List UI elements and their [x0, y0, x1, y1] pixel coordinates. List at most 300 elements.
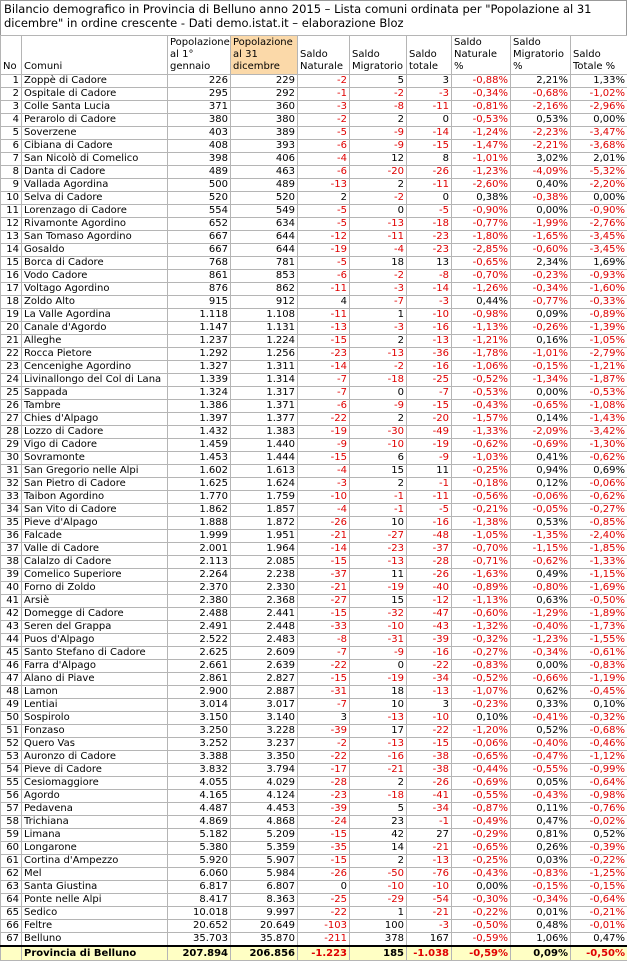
comune-name: Agordo: [22, 790, 168, 803]
table-cell: -1,26%: [452, 283, 511, 296]
table-cell: 489: [231, 179, 298, 192]
table-row: [1, 647, 627, 660]
table-row: [1, 101, 627, 114]
comune-name: Trichiana: [22, 816, 168, 829]
table-cell: 0,26%: [511, 842, 571, 855]
comune-name: Cortina d'Ampezzo: [22, 855, 168, 868]
table-cell: 4.453: [231, 803, 298, 816]
table-cell: 853: [231, 270, 298, 283]
table-cell: -1,57%: [452, 413, 511, 426]
table-cell: -15: [407, 400, 452, 413]
table-cell: 0,40%: [511, 179, 571, 192]
comune-name: Domegge di Cadore: [22, 608, 168, 621]
table-cell: -1: [350, 504, 407, 517]
table-cell: 3.140: [231, 712, 298, 725]
table-cell: -33: [298, 621, 350, 634]
row-number: 52: [1, 738, 22, 751]
table-cell: 0,63%: [511, 595, 571, 608]
table-cell: -0,90%: [452, 205, 511, 218]
table-cell: -16: [407, 517, 452, 530]
table-cell: -13: [298, 179, 350, 192]
table-cell: -14: [298, 361, 350, 374]
table-cell: 0,94%: [511, 465, 571, 478]
table-cell: -0,50%: [571, 595, 627, 608]
table-cell: 5.359: [231, 842, 298, 855]
comune-name: Cencenighe Agordino: [22, 361, 168, 374]
table-cell: -0,47%: [511, 751, 571, 764]
row-number: 55: [1, 777, 22, 790]
table-cell: 100: [350, 920, 407, 933]
table-row: [1, 491, 627, 504]
table-cell: -0,38%: [511, 192, 571, 205]
column-header: Saldo Migratorio: [350, 36, 407, 75]
table-cell: 3.017: [231, 699, 298, 712]
table-cell: 2.639: [231, 660, 298, 673]
comune-name: Voltago Agordino: [22, 283, 168, 296]
table-cell: 0,00%: [511, 660, 571, 673]
comune-name: Puos d'Alpago: [22, 634, 168, 647]
comune-name: Santa Giustina: [22, 881, 168, 894]
table-cell: -1,73%: [571, 621, 627, 634]
column-header: Saldo Naturale: [298, 36, 350, 75]
table-cell: -30: [350, 426, 407, 439]
table-cell: -1.038: [407, 946, 452, 961]
table-cell: -26: [407, 569, 452, 582]
table-cell: 2: [350, 179, 407, 192]
table-row: [1, 673, 627, 686]
table-cell: -0,34%: [511, 647, 571, 660]
table-cell: -2: [350, 361, 407, 374]
row-number: 24: [1, 374, 22, 387]
table-cell: -31: [298, 686, 350, 699]
table-cell: -20: [350, 166, 407, 179]
table-cell: -28: [407, 556, 452, 569]
table-cell: 2.609: [231, 647, 298, 660]
table-row: [1, 127, 627, 140]
table-row: [1, 894, 627, 907]
table-cell: -1,02%: [571, 88, 627, 101]
table-cell: -0,55%: [452, 790, 511, 803]
table-cell: -22: [407, 660, 452, 673]
table-cell: 35.703: [168, 933, 231, 947]
table-cell: 1.602: [168, 465, 231, 478]
table-cell: -9: [350, 127, 407, 140]
table-cell: 1.964: [231, 543, 298, 556]
table-cell: -1,43%: [571, 413, 627, 426]
row-number: 46: [1, 660, 22, 673]
table-cell: 1.317: [231, 387, 298, 400]
table-row: [1, 244, 627, 257]
comune-name: Chies d'Alpago: [22, 413, 168, 426]
table-cell: -2,09%: [511, 426, 571, 439]
comune-name: Longarone: [22, 842, 168, 855]
table-cell: -3: [298, 478, 350, 491]
table-cell: 1.951: [231, 530, 298, 543]
table-cell: -25: [298, 894, 350, 907]
table-row: [1, 114, 627, 127]
table-cell: 2.238: [231, 569, 298, 582]
table-cell: 3.350: [231, 751, 298, 764]
row-number: 27: [1, 413, 22, 426]
table-cell: -13: [407, 855, 452, 868]
table-cell: 3.237: [231, 738, 298, 751]
table-cell: -10: [350, 439, 407, 452]
table-cell: 2.380: [168, 595, 231, 608]
table-cell: -0,65%: [452, 751, 511, 764]
comune-name: Fonzaso: [22, 725, 168, 738]
comune-name: Danta di Cadore: [22, 166, 168, 179]
table-cell: 27: [407, 829, 452, 842]
table-cell: -23: [350, 543, 407, 556]
table-cell: -0,83%: [452, 660, 511, 673]
table-cell: -23: [298, 790, 350, 803]
table-cell: 1.625: [168, 478, 231, 491]
table-cell: -23: [298, 348, 350, 361]
table-cell: -12: [298, 231, 350, 244]
row-number: 41: [1, 595, 22, 608]
row-number: 28: [1, 426, 22, 439]
table-cell: 1.292: [168, 348, 231, 361]
table-cell: -0,15%: [511, 881, 571, 894]
table-cell: -13: [298, 322, 350, 335]
table-row: [1, 881, 627, 894]
table-cell: 2.113: [168, 556, 231, 569]
table-cell: 11: [350, 569, 407, 582]
row-number: 10: [1, 192, 22, 205]
table-cell: -43: [407, 621, 452, 634]
table-cell: 0,33%: [511, 699, 571, 712]
table-row: [1, 179, 627, 192]
table-cell: 2.887: [231, 686, 298, 699]
table-cell: -1,03%: [452, 452, 511, 465]
table-row: [1, 777, 627, 790]
comune-name: Lorenzago di Cadore: [22, 205, 168, 218]
table-cell: -38: [407, 764, 452, 777]
table-cell: -21: [407, 842, 452, 855]
table-cell: -3: [407, 920, 452, 933]
table-cell: -22: [298, 413, 350, 426]
table-cell: -0,89%: [571, 309, 627, 322]
table-cell: 10: [350, 699, 407, 712]
table-cell: 667: [168, 231, 231, 244]
row-number: 2: [1, 88, 22, 101]
table-cell: 1.444: [231, 452, 298, 465]
table-cell: 0,00%: [571, 114, 627, 127]
table-cell: 0,00%: [571, 192, 627, 205]
comune-name: Seren del Grappa: [22, 621, 168, 634]
table-cell: -2,21%: [511, 140, 571, 153]
table-cell: -0,62%: [511, 556, 571, 569]
table-cell: 2.522: [168, 634, 231, 647]
table-cell: -7: [298, 699, 350, 712]
table-cell: -0,64%: [571, 777, 627, 790]
table-cell: 1.256: [231, 348, 298, 361]
table-cell: -1,55%: [571, 634, 627, 647]
comune-name: Vallada Agordina: [22, 179, 168, 192]
table-cell: -0,66%: [511, 673, 571, 686]
table-row: [1, 855, 627, 868]
column-header: Saldo Naturale %: [452, 36, 511, 75]
row-number: 65: [1, 907, 22, 920]
table-cell: 0,41%: [511, 452, 571, 465]
table-cell: -0,40%: [511, 621, 571, 634]
table-cell: -0,80%: [511, 582, 571, 595]
table-row: [1, 504, 627, 517]
table-cell: -0,68%: [571, 725, 627, 738]
table-cell: 3.014: [168, 699, 231, 712]
table-cell: -40: [407, 582, 452, 595]
table-cell: -0,53%: [452, 387, 511, 400]
table-cell: -1,85%: [571, 543, 627, 556]
table-cell: -15: [298, 829, 350, 842]
comune-name: Ospitale di Cadore: [22, 88, 168, 101]
table-cell: -2,60%: [452, 179, 511, 192]
table-row: [1, 374, 627, 387]
comune-name: San Vito di Cadore: [22, 504, 168, 517]
table-cell: -0,89%: [452, 582, 511, 595]
row-number: 67: [1, 933, 22, 947]
table-cell: -19: [407, 439, 452, 452]
table-cell: 167: [407, 933, 452, 947]
table-cell: -5: [407, 504, 452, 517]
table-row: [1, 465, 627, 478]
table-cell: -4: [350, 244, 407, 257]
table-cell: -13: [407, 335, 452, 348]
table-cell: 781: [231, 257, 298, 270]
table-cell: -0,15%: [511, 361, 571, 374]
table-cell: 0,00%: [511, 205, 571, 218]
table-cell: 2.001: [168, 543, 231, 556]
table-cell: -18: [350, 374, 407, 387]
table-cell: 0: [350, 660, 407, 673]
comune-name: Lozzo di Cadore: [22, 426, 168, 439]
table-cell: -10: [407, 712, 452, 725]
table-cell: -0,52%: [452, 374, 511, 387]
row-number: 57: [1, 803, 22, 816]
table-cell: 1.432: [168, 426, 231, 439]
column-header: Popolazione al 31 dicembre: [231, 36, 298, 75]
comune-name: Rocca Pietore: [22, 348, 168, 361]
row-number: 20: [1, 322, 22, 335]
table-cell: 0,47%: [511, 816, 571, 829]
table-row: [1, 933, 627, 947]
table-cell: -11: [350, 231, 407, 244]
table-cell: -49: [407, 426, 452, 439]
comune-name: Pieve d'Alpago: [22, 517, 168, 530]
comune-name: Gosaldo: [22, 244, 168, 257]
table-cell: 1.314: [231, 374, 298, 387]
table-cell: -29: [350, 894, 407, 907]
table-cell: -0,40%: [511, 738, 571, 751]
table-cell: -0,44%: [452, 764, 511, 777]
table-cell: 1.108: [231, 309, 298, 322]
table-cell: -7: [298, 374, 350, 387]
table-cell: 226: [168, 75, 231, 88]
table-cell: -0,39%: [571, 842, 627, 855]
table-cell: 1.999: [168, 530, 231, 543]
table-cell: -14: [407, 127, 452, 140]
table-cell: -34: [407, 673, 452, 686]
table-cell: -3: [298, 101, 350, 114]
row-number: 56: [1, 790, 22, 803]
table-cell: 3.388: [168, 751, 231, 764]
table-cell: 1.147: [168, 322, 231, 335]
comune-name: Farra d'Alpago: [22, 660, 168, 673]
table-cell: 2: [350, 855, 407, 868]
table-cell: -2,16%: [511, 101, 571, 114]
table-cell: -11: [407, 179, 452, 192]
table-cell: -5: [298, 127, 350, 140]
table-cell: -1,19%: [571, 673, 627, 686]
table-cell: -1.223: [298, 946, 350, 961]
table-row: [1, 634, 627, 647]
comune-name: Zoppè di Cadore: [22, 75, 168, 88]
table-cell: -19: [350, 582, 407, 595]
row-number: 7: [1, 153, 22, 166]
comune-name: Santo Stefano di Cadore: [22, 647, 168, 660]
table-cell: -2,40%: [571, 530, 627, 543]
table-cell: -2: [350, 270, 407, 283]
table-cell: -0,05%: [511, 504, 571, 517]
row-number: 36: [1, 530, 22, 543]
table-cell: 17: [350, 725, 407, 738]
table-cell: 0,53%: [511, 114, 571, 127]
table-cell: 0,05%: [511, 777, 571, 790]
table-cell: 20.649: [231, 920, 298, 933]
table-row: [1, 413, 627, 426]
table-cell: -17: [298, 764, 350, 777]
table-cell: 295: [168, 88, 231, 101]
table-cell: -2: [298, 75, 350, 88]
table-cell: 0,69%: [571, 465, 627, 478]
comune-name: Pedavena: [22, 803, 168, 816]
comune-name: Cesiomaggiore: [22, 777, 168, 790]
table-cell: 0,53%: [511, 517, 571, 530]
table-cell: 0,00%: [511, 387, 571, 400]
table-cell: -0,06%: [511, 491, 571, 504]
table-row: [1, 439, 627, 452]
row-number: 22: [1, 348, 22, 361]
table-cell: -2,85%: [452, 244, 511, 257]
table-cell: -1: [407, 478, 452, 491]
table-cell: 1.459: [168, 439, 231, 452]
table-cell: -9: [350, 647, 407, 660]
comune-name: San Pietro di Cadore: [22, 478, 168, 491]
table-cell: -0,50%: [571, 946, 627, 961]
table-cell: 0,10%: [571, 699, 627, 712]
table-cell: -19: [298, 244, 350, 257]
table-cell: -0,34%: [511, 894, 571, 907]
table-cell: 520: [168, 192, 231, 205]
table-cell: -1,33%: [452, 426, 511, 439]
table-cell: -0,70%: [452, 270, 511, 283]
table-cell: -11: [407, 101, 452, 114]
table-cell: 398: [168, 153, 231, 166]
table-cell: -13: [350, 348, 407, 361]
table-cell: -2,23%: [511, 127, 571, 140]
table-cell: 3.832: [168, 764, 231, 777]
table-cell: -0,93%: [571, 270, 627, 283]
table-cell: -2,96%: [571, 101, 627, 114]
table-cell: -4: [298, 504, 350, 517]
table-cell: -41: [407, 790, 452, 803]
row-number: 48: [1, 686, 22, 699]
table-cell: 2,34%: [511, 257, 571, 270]
table-cell: 0,48%: [511, 920, 571, 933]
table-cell: 5.920: [168, 855, 231, 868]
row-number: 1: [1, 75, 22, 88]
table-cell: 1.237: [168, 335, 231, 348]
table-cell: -12: [407, 595, 452, 608]
table-cell: 0,11%: [511, 803, 571, 816]
table-cell: 667: [168, 244, 231, 257]
table-cell: -0,32%: [452, 634, 511, 647]
table-cell: 12: [350, 153, 407, 166]
table-row: [1, 842, 627, 855]
table-cell: 2.085: [231, 556, 298, 569]
table-cell: -47: [407, 608, 452, 621]
table-cell: -6: [298, 166, 350, 179]
table-cell: -0,65%: [452, 842, 511, 855]
table-cell: -1,63%: [452, 569, 511, 582]
table-cell: -0,76%: [571, 803, 627, 816]
table-cell: -13: [350, 556, 407, 569]
comune-name: Comelico Superiore: [22, 569, 168, 582]
row-number: 54: [1, 764, 22, 777]
comune-name: Alleghe: [22, 335, 168, 348]
table-cell: -0,33%: [571, 296, 627, 309]
table-cell: -8: [407, 270, 452, 283]
table-cell: 4.029: [231, 777, 298, 790]
table-cell: -13: [350, 218, 407, 231]
table-row: [1, 660, 627, 673]
table-row: [1, 361, 627, 374]
table-cell: 1.857: [231, 504, 298, 517]
table-cell: 2.368: [231, 595, 298, 608]
table-cell: -16: [407, 322, 452, 335]
table-cell: -1,78%: [452, 348, 511, 361]
table-cell: 768: [168, 257, 231, 270]
table-cell: 292: [231, 88, 298, 101]
table-cell: -76: [407, 868, 452, 881]
row-number: 61: [1, 855, 22, 868]
table-cell: -0,60%: [452, 608, 511, 621]
table-cell: -0,23%: [452, 699, 511, 712]
table-row: [1, 699, 627, 712]
table-cell: 0,44%: [452, 296, 511, 309]
table-row: [1, 153, 627, 166]
row-number: 12: [1, 218, 22, 231]
table-cell: 4.487: [168, 803, 231, 816]
table-row: [1, 530, 627, 543]
comune-name: Sospirolo: [22, 712, 168, 725]
table-row: [1, 140, 627, 153]
table-cell: -0,41%: [511, 712, 571, 725]
table-cell: -48: [407, 530, 452, 543]
table-cell: 0: [350, 205, 407, 218]
comune-name: Borca di Cadore: [22, 257, 168, 270]
table-cell: 1.759: [231, 491, 298, 504]
table-cell: -18: [350, 790, 407, 803]
table-cell: -3,45%: [571, 231, 627, 244]
table-cell: -0,02%: [571, 816, 627, 829]
table-cell: -21: [407, 907, 452, 920]
table-cell: -0,68%: [511, 88, 571, 101]
table-cell: -0,22%: [571, 855, 627, 868]
table-cell: -0,29%: [452, 829, 511, 842]
table-row: [1, 88, 627, 101]
table-cell: 1.862: [168, 504, 231, 517]
